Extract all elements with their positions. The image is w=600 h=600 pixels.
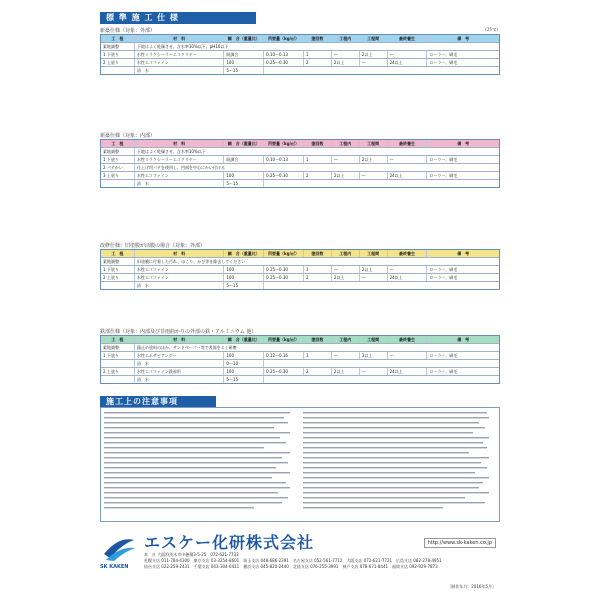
table-row: 清 水 5～15 [101, 282, 499, 289]
table-row: 素地調整 旧塗膜に付着した汚れ、ほこり、かび等を除去してください [101, 258, 499, 266]
table-row: 1 下塗り 水性ミラクシーラーエコクリヤー 既調合 0.10～0.13 1 — 2以上 — ローラー、刷毛 [101, 51, 499, 59]
caution-text-lines [104, 412, 294, 517]
branch-list: 札幌支店 011-784-4300 東京支店 03-3254-8601 埼玉支店 048-686-2391 名古屋支店 052-561-7712 大阪支店 072-621-7721 広島支店 082-278-4951 [144, 558, 442, 563]
spec-table-interior-new [100, 139, 500, 188]
brand-name: SK KAKEN [100, 564, 129, 570]
table-row: 清 水 5～15 [101, 67, 499, 74]
table-row: 3 上塗り 水性エコファイン 100 0.25～0.30 2 2以上 — 24以上 ローラー、刷毛 [101, 172, 499, 180]
caution-column-left [104, 412, 298, 519]
page-title: 標 準 施 工 仕 様 [100, 12, 256, 24]
caution-box [100, 407, 500, 522]
table-row: 1 下塗り 水性エコファイン 100 0.25～0.30 1 — 2以上 — ローラー、刷毛 [101, 266, 499, 274]
website-url[interactable]: http://www.sk-kaken.co.jp [424, 538, 496, 548]
issue-date: ［制作年月：2016年5月］ [447, 584, 496, 589]
caution-text-lines [303, 412, 493, 517]
caution-title: 施工上の注意事項 [100, 396, 216, 408]
caution-column-right [303, 412, 497, 519]
spec-sheet [100, 10, 500, 592]
table-row: 1 下塗り 水性ミラクシーラーエコクリヤー 既調合 0.10～0.13 1 — 2以上 — ローラー、刷毛 [101, 156, 499, 164]
section-title: 鉄部仕様（対象：内部及び非雨曲かりの外部の鉄・アルミニウム 他） [100, 329, 257, 335]
table-row: 2 上塗り 水性エコファイン鉄部用 100 0.25～0.30 2 2以上 — 24以上 ローラー、刷毛 [101, 368, 499, 376]
table-row: 清 水 5～15 [101, 376, 499, 383]
head-office-address: 本 社 大阪府茨木市中穂積3-5-25 072-621-7733 [144, 552, 239, 557]
address-block [144, 552, 494, 570]
table-row: 2 パテかい 仕上げ用パテを使用し、凹部を中心にかい付ける [101, 164, 499, 172]
table-header: 工 程 材 料 調 合（重量比） 所要量（kg/㎡） 塗回数 工程内 工程間 最終養生 備 考 [101, 336, 499, 344]
table-row: 素地調整 下地はよく乾燥させ、含水率10%以下 [101, 148, 499, 156]
table-header: 工 程 材 料 調 合（重量比） 所要量（kg/㎡） 塗回数 工程内 工程間 最終養生 備 考 [101, 250, 499, 258]
table-header: 工 程 材 料 調 合（重量比） 所要量（kg/㎡） 塗回数 工程内 工程間 最終養生 備 考 [101, 140, 499, 148]
company-name: エスケー化研株式会社 [144, 533, 315, 552]
table-row: 清 水 0～10 [101, 360, 499, 368]
spec-table-steel [100, 335, 500, 384]
spec-table-renovation [100, 249, 500, 290]
table-row: 2 上塗り 水性エコファイン 100 0.25～0.30 2 2以上 — 24以上 ローラー、刷毛 [101, 59, 499, 67]
sk-kaken-logo-icon [102, 534, 136, 562]
table-header: 工 程 材 料 調 合（重量比） 所要量（kg/㎡） 塗回数 工程内 工程間 最終養生 備 考 [101, 35, 499, 43]
section-title: 新築仕様（対象：内部） [100, 133, 156, 139]
table-row: 2 上塗り 水性エコファイン 100 0.25～0.30 2 2以上 — 24以上 ローラー、刷毛 [101, 274, 499, 282]
section-title: 新築仕様（対象：外部） [100, 28, 156, 34]
table-row: 1 下塗り 水性エポサビアンダー 100 0.12～0.16 1 — 3以上 — ローラー、刷毛 [101, 352, 499, 360]
section-title: 改修仕様：旧塗膜が活膜の場合（対象：外部） [100, 243, 206, 249]
unit-label: (25℃) [485, 27, 498, 32]
table-row: 清 水 5～15 [101, 180, 499, 187]
branch-list-2: 仙台支店 022-259-2431 千葉支店 043-304-0411 横浜支店 045-820-2440 北陸支店 076-255-3991 神戸支店 078-671-8441 福岡支店 092-929-7873 [144, 564, 438, 569]
footer [100, 528, 500, 592]
table-row: 素地調整 錆止め塗料のほか、サンドペーパー等で表面をよく研磨 [101, 344, 499, 352]
table-row: 素地調整 下地はよく乾燥させ、含水率10%以下、pH10以下 [101, 43, 499, 51]
spec-table-exterior-new [100, 34, 500, 75]
